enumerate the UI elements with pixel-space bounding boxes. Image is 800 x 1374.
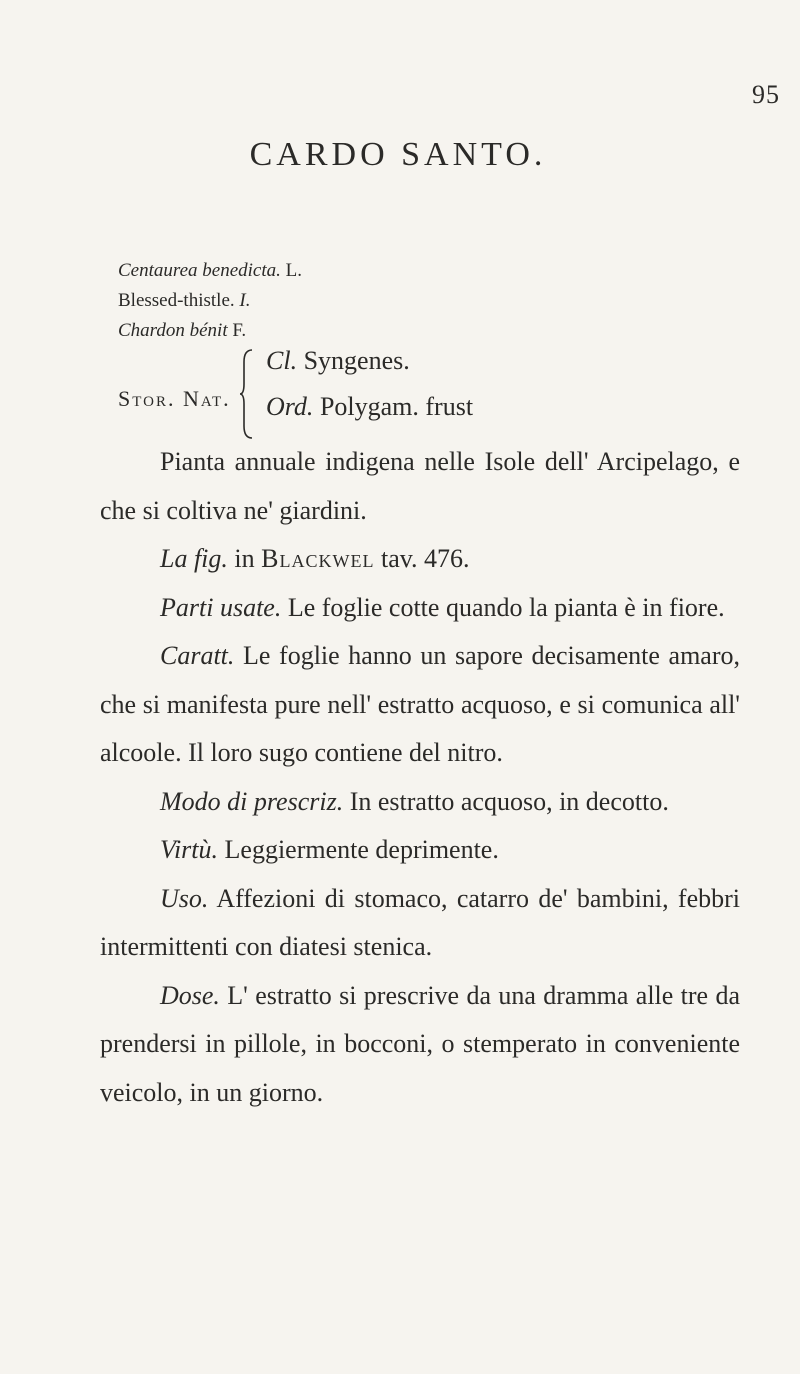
section-parti-usate: Parti usate. Le foglie cotte quando la pianta è in fiore.	[160, 592, 725, 622]
intro-paragraph: Pianta annuale indigena nelle Isole dell' Arcipelago, e che si coltiva ne' giardini.	[100, 447, 740, 525]
page-number: 95	[752, 80, 780, 109]
class-line: Cl. Syngenes.	[266, 346, 410, 375]
section-modo-prescriz: Modo di prescriz. In estratto acquoso, in decotto.	[160, 786, 669, 816]
entry-body	[100, 438, 740, 1117]
page-title: CARDO SANTO.	[249, 136, 547, 173]
order-line: Ord. Polygam. frust	[266, 392, 474, 421]
section-uso: Uso. Affezioni di stomaco, catarro de' bambini, febbri intermittenti con diatesi stenica.	[100, 883, 740, 961]
figure-paragraph: La fig. in Blackwel tav. 476.	[160, 544, 470, 573]
synonym-latin: Centaurea benedicta. L.	[118, 260, 302, 281]
synonym-english: Blessed-thistle. I.	[118, 290, 251, 311]
section-caratt: Caratt. Le foglie hanno un sapore decisamente amaro, che si manifesta pure nell' estratto acquoso, e si comunica all' alcoole. Il loro sugo contiene del nitro.	[100, 641, 740, 767]
synonym-french: Chardon bénit F.	[118, 320, 247, 341]
brace-icon	[240, 348, 254, 440]
classification-label: Stor. Nat.	[118, 386, 231, 411]
synonym-list	[118, 256, 302, 346]
section-virtu: Virtù. Leggiermente deprimente.	[160, 835, 499, 864]
section-dose: Dose. L' estratto si prescrive da una dramma alle tre da prendersi in pillole, in bocconi, o stemperato in conveniente veicolo, in un giorno.	[100, 980, 740, 1107]
